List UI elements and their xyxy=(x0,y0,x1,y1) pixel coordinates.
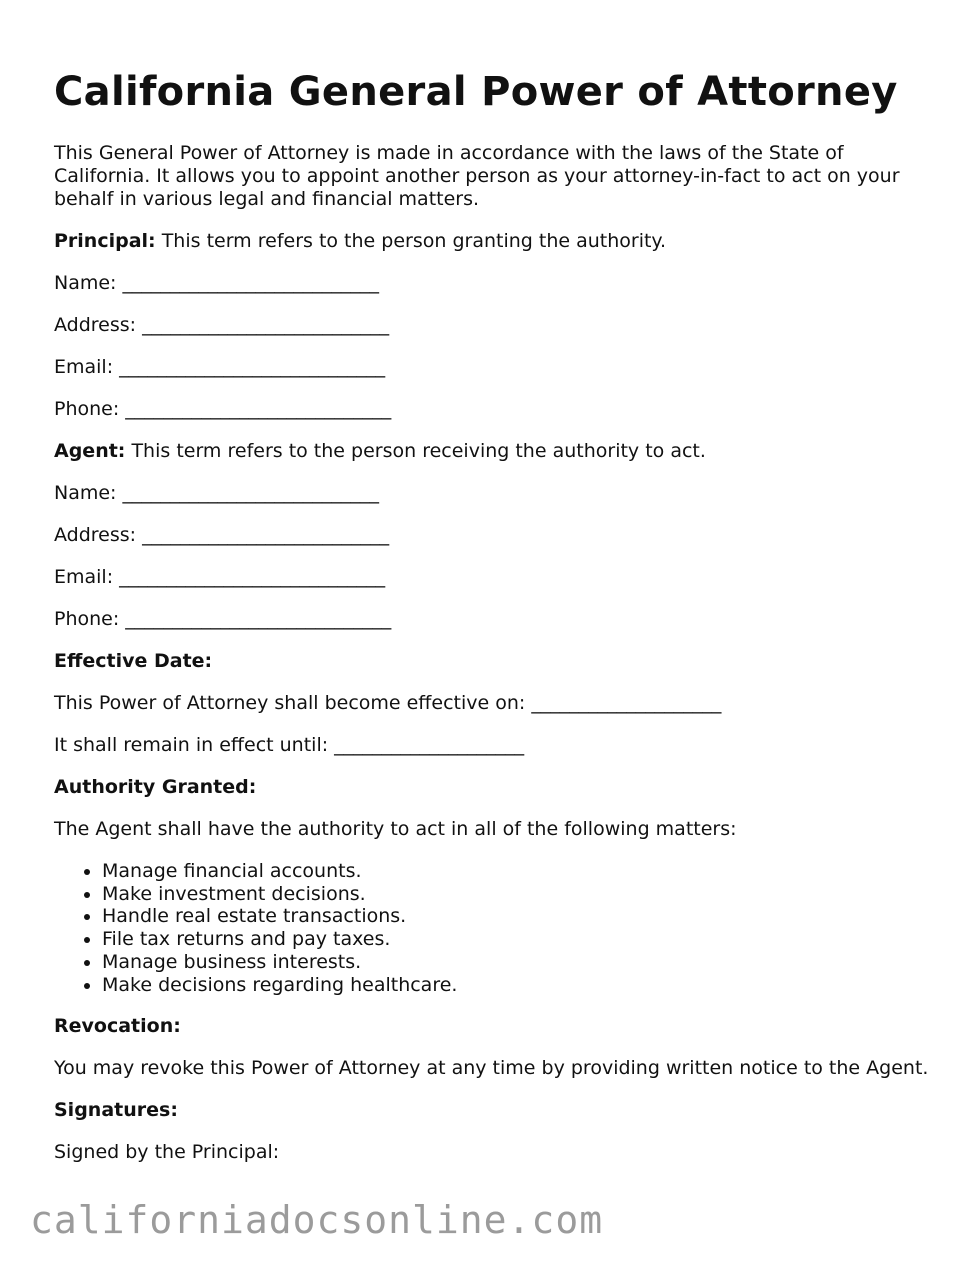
list-item: • Make investment decisions. xyxy=(102,883,934,906)
principal-email-field: Email: ____________________________ xyxy=(54,356,386,378)
signatures-heading-text: Signatures: xyxy=(54,1099,178,1122)
authority-heading xyxy=(54,776,934,799)
intro-paragraph: This General Power of Attorney is made in accordance with the laws of the State of California. It allows you to appoint another person as your attorney-in-fact to act on your behalf in various legal and financial matters. xyxy=(54,142,900,210)
list-item: • Make decisions regarding healthcare. xyxy=(102,974,934,997)
signatures-heading xyxy=(54,1099,934,1122)
authority-heading-text: Authority Granted: xyxy=(54,776,257,798)
principal-address-field: Address: __________________________ xyxy=(54,314,390,336)
list-item: • Manage business interests. xyxy=(102,951,934,974)
principal-signature-line: Signed by the Principal: xyxy=(54,1141,280,1164)
principal-phone-field: Phone: ____________________________ xyxy=(54,398,392,420)
effective-end-field: It shall remain in effect until: ____________________ xyxy=(54,734,525,756)
agent-description: This term refers to the person receiving the authority to act. xyxy=(131,440,706,462)
principal-description: This term refers to the person granting the authority. xyxy=(161,230,667,252)
document-page xyxy=(54,64,934,1183)
principal-name-field: Name: ___________________________ xyxy=(54,272,379,294)
effective-start-field: This Power of Attorney shall become effective on: ____________________ xyxy=(54,692,722,714)
principal-definition xyxy=(54,230,934,253)
agent-phone-field: Phone: ____________________________ xyxy=(54,608,392,630)
revocation-heading xyxy=(54,1015,934,1038)
list-item: • File tax returns and pay taxes. xyxy=(102,928,934,951)
watermark: californiadocsonline.com xyxy=(30,1198,604,1242)
authority-intro: The Agent shall have the authority to act in all of the following matters: xyxy=(54,818,737,840)
principal-label: Principal: xyxy=(54,230,156,252)
effective-date-heading xyxy=(54,650,934,673)
list-item: • Handle real estate transactions. xyxy=(102,905,934,928)
effective-date-heading-text: Effective Date: xyxy=(54,650,213,672)
agent-label: Agent: xyxy=(54,440,126,462)
agent-email-field: Email: ____________________________ xyxy=(54,566,386,588)
agent-name-field: Name: ___________________________ xyxy=(54,482,379,504)
agent-address-field: Address: __________________________ xyxy=(54,524,390,546)
list-item: • Manage financial accounts. xyxy=(102,860,934,883)
authority-list xyxy=(54,860,934,996)
revocation-text: You may revoke this Power of Attorney at any time by providing written notice to the Agent. xyxy=(54,1057,929,1080)
revocation-heading-text: Revocation: xyxy=(54,1015,181,1038)
document-title: California General Power of Attorney xyxy=(54,69,898,115)
agent-definition xyxy=(54,440,934,463)
